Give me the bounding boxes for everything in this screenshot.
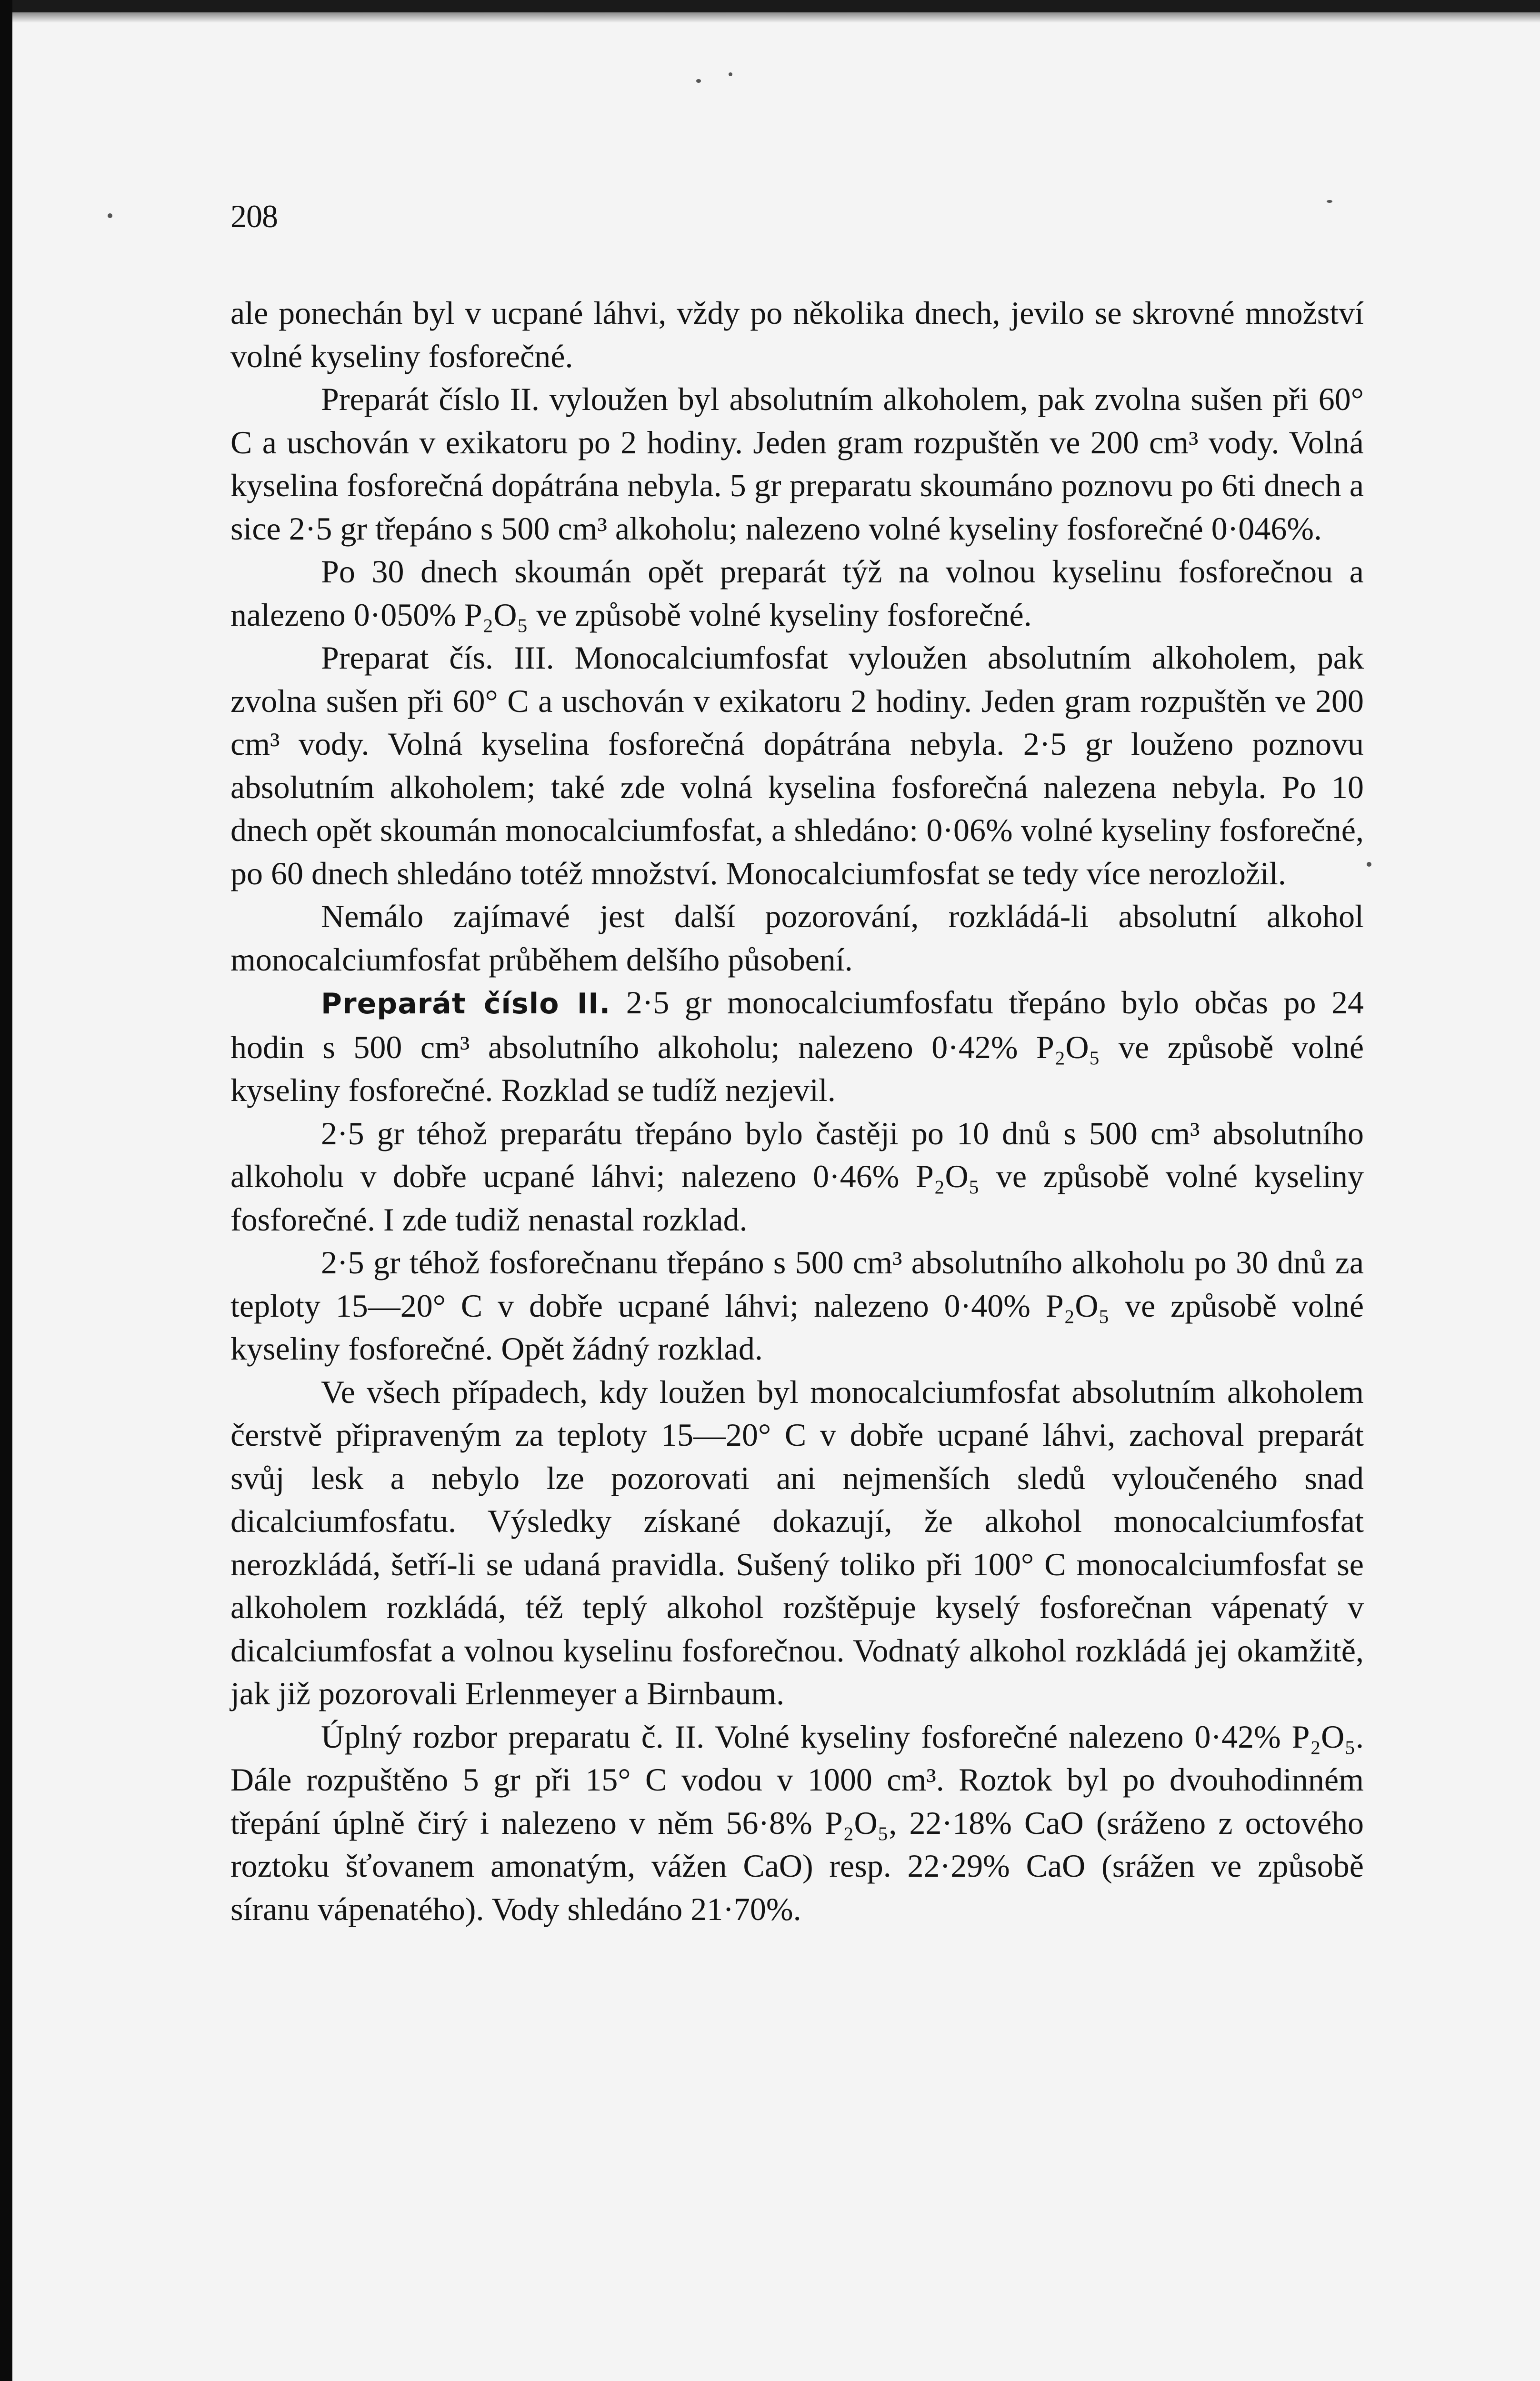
- paragraph-6-lead: Preparát číslo II.: [321, 987, 611, 1020]
- paragraph-8: 2·5 gr téhož fosforečnanu třepáno s 500 cm³ absolutního alkoholu po 30 dnů za teploty 15—20° C v dobře ucpané láhvi; nalezeno 0·40% P₂O₅ ve způsobě volné kyseliny fosforečné. Opět žádný rozklad.: [230, 1244, 1364, 1367]
- paragraph-6: [230, 981, 1364, 1112]
- paragraph-5: Nemálo zajímavé jest další pozorování, rozkládá-li absolutní alkohol monocalciumfosfat průběhem delšího působení.: [230, 898, 1364, 978]
- paragraph-6-text: 2·5 gr monocalciumfosfatu třepáno bylo občas po 24 hodin s 500 cm³ absolutního alkoholu; nalezeno 0·42% P₂O₅ ve způsobě volné kyseliny fosforečné. Rozklad se tudíž nezjevil.: [230, 984, 1364, 1108]
- scan-speck: [1327, 200, 1332, 203]
- paragraph-9: Ve všech případech, kdy loužen byl monocalciumfosfat absolutním alkoholem čerstvě připraveným za teploty 15—20° C v dobře ucpané láhvi, zachoval preparát svůj lesk a nebylo lze pozorovati ani nejmenších sledů vyloučeného snad dicalciumfosfatu. Výsledky získané dokazují, že alkohol monocalciumfosfat nerozkládá, šetří-li se udaná pravidla. Sušený toliko při 100° C monocalciumfosfat se alkoholem rozkládá, též teplý alkohol rozštěpuje kyselý fosforečnan vápenatý v dicalciumfosfat a volnou kyselinu fosforečnou. Vodnatý alkohol rozkládá jej okamžitě, jak již pozorovali Erlenmeyer a Birnbaum.: [230, 1373, 1364, 1711]
- body-text: [230, 291, 1364, 1931]
- scan-speck: [696, 79, 701, 83]
- page-number: 208: [230, 198, 278, 234]
- book-page: [230, 0, 1364, 2381]
- paragraph-7: 2·5 gr téhož preparátu třepáno bylo častěji po 10 dnů s 500 cm³ absolutního alkoholu v dobře ucpané láhvi; nalezeno 0·46% P₂O₅ ve způsobě volné kyseliny fosforečné. I zde tudiž nenastal rozklad.: [230, 1115, 1364, 1238]
- scan-speck: [729, 72, 732, 76]
- paragraph-10: Úplný rozbor preparatu č. II. Volné kyseliny fosforečné nalezeno 0·42% P₂O₅. Dále rozpuštěno 5 gr při 15° C vodou v 1000 cm³. Roztok byl po dvouhodinném třepání úplně čirý i nalezeno v něm 56·8% P₂O₅, 22·18% CaO (sráženo z octového roztoku šťovanem amonatým, vážen CaO) resp. 22·29% CaO (srážen ve způsobě síranu vápenatého). Vody shledáno 21·70%.: [230, 1718, 1364, 1927]
- paragraph-4: Preparat čís. III. Monocalciumfosfat vyloužen absolutním alkoholem, pak zvolna sušen při 60° C a uschován v exikatoru 2 hodiny. Jeden gram rozpuštěn ve 200 cm³ vody. Volná kyselina fosforečná dopátrána nebyla. 2·5 gr louženo poznovu absolutním alkoholem; také zde volná kyselina fosforečná nalezena nebyla. Po 10 dnech opět skoumán monocalciumfosfat, a shledáno: 0·06% volné kyseliny fosforečné, po 60 dnech shledáno totéž množství. Monocalciumfosfat se tedy více nerozložil.: [230, 640, 1364, 891]
- paragraph-2: Preparát číslo II. vyloužen byl absolutním alkoholem, pak zvolna sušen při 60° C a uschován v exikatoru po 2 hodiny. Jeden gram rozpuštěn ve 200 cm³ vody. Volná kyselina fosforečná dopátrána nebyla. 5 gr preparatu skoumáno poznovu po 6ti dnech a sice 2·5 gr třepáno s 500 cm³ alkoholu; nalezeno volné kyseliny fosforečné 0·046%.: [230, 381, 1364, 547]
- scan-left-edge: [0, 0, 12, 2381]
- paragraph-1: ale ponechán byl v ucpané láhvi, vždy po několika dnech, jevilo se skrovné množství volné kyseliny fosforečné.: [230, 295, 1364, 374]
- scan-speck: [108, 213, 112, 218]
- scan-speck: [1367, 862, 1371, 867]
- paragraph-3: Po 30 dnech skoumán opět preparát týž na volnou kyselinu fosforečnou a nalezeno 0·050% P₂O₅ ve způsobě volné kyseliny fosforečné.: [230, 553, 1364, 633]
